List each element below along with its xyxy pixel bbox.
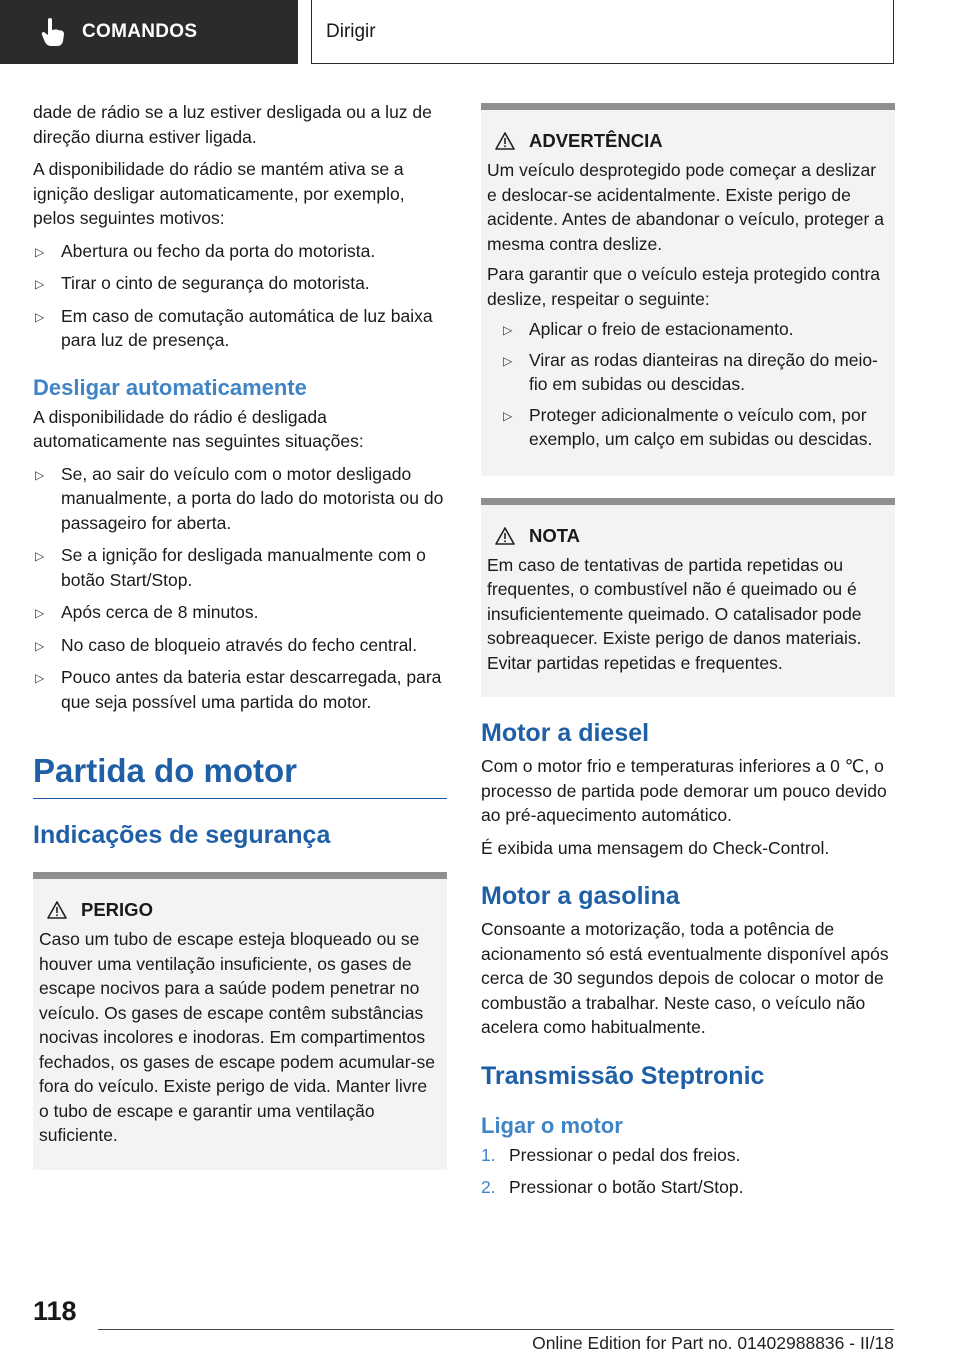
list-item: ▷ Pouco antes da bateria estar descarregada, para que seja possível uma partida do motor. [35,667,442,712]
list-item: ▷ Após cerca de 8 minutos. [33,600,447,625]
list-item: 1. Pressionar o pedal dos freios. [481,1143,895,1168]
header-section [311,0,894,64]
triangle-bullet-icon: ▷ [35,638,45,653]
section-heading-steptronic: Transmissão Steptronic [481,1061,765,1090]
list-item: ▷ No caso de bloqueio através do fecho central. [33,633,447,658]
notice-advertencia [481,103,895,476]
triangle-bullet-icon: ▷ [503,353,513,368]
bullet-list [33,462,447,715]
notice-text: Para garantir que o veículo esteja protegido contra deslize, respeitar o seguinte: [487,264,881,309]
right-column [481,100,895,1208]
list-item: ▷ Em caso de comutação automática de luz baixa para luz de presença. [35,305,433,350]
triangle-bullet-icon: ▷ [35,309,45,324]
notice-perigo [33,872,447,1170]
list-item: ▷ Se, ao sair do veículo com o motor desligado manualmente, a porta do lado do motorista ou do passageiro for aberta. [35,463,444,533]
subheading-ligar: Ligar o motor [481,1112,623,1138]
list-item: ▷ Proteger adicionalmente o veículo com, por exemplo, um calço em subidas ou descidas. [503,404,873,449]
triangle-bullet-icon: ▷ [35,549,45,563]
list-item: ▷ Se a ignição for desligada manualmente com o botão Start/Stop. [35,545,426,590]
notice-text: Em caso de tentativas de partida repetidas ou frequentes, o combustível não é queimado ou é insuficientemente queimado. O catalisador pode sobreaquecer. Existe perigo de danos materiais. Evitar partidas repetidas e frequentes. [487,554,862,673]
section-heading-seguranca: Indicações de segurança [33,821,331,849]
paragraph: A disponibilidade do rádio se mantém ativa se a ignição desligar automaticamente, por exemplo, pelos seguintes motivos: [33,159,405,228]
step-number: 1. [481,1144,496,1165]
section-heading-diesel: Motor a diesel [481,719,650,747]
chapter-title: Partida do motor [33,752,447,799]
numbered-list [481,1143,895,1200]
triangle-bullet-icon: ▷ [503,408,513,423]
section-heading-gasolina: Motor a gasolina [481,882,680,910]
subheading-desligar: Desligar automaticamente [33,374,307,400]
list-item: ▷ Aplicar o freio de estacionamento. [501,317,889,342]
list-item: ▷ Virar as rodas dianteiras na direção do meio-fio em subidas ou descidas. [503,349,878,394]
bullet-list [501,317,889,452]
warning-triangle-icon [495,527,515,545]
paragraph: dade de rádio se a luz estiver desligada ou a luz de direção diurna estiver ligada. [33,102,432,147]
notice-title: ADVERTÊNCIA [529,130,663,151]
footer-edition: Online Edition for Part no. 01402988836 - II/18 [532,1333,894,1353]
notice-title: PERIGO [81,899,153,920]
triangle-bullet-icon: ▷ [35,244,45,259]
header-section-label: Dirigir [326,20,376,42]
list-item: ▷ Abertura ou fecho da porta do motorista. [33,239,447,264]
triangle-bullet-icon: ▷ [35,467,45,482]
footer-divider [98,1329,894,1330]
bullet-list [33,239,447,353]
step-number: 2. [481,1177,496,1197]
paragraph: É exibida uma mensagem do Check-Control. [481,837,830,858]
notice-title: NOTA [529,524,581,546]
warning-triangle-icon [495,132,515,150]
paragraph: A disponibilidade do rádio é desligada automaticamente nas seguintes situações: [33,406,364,451]
notice-nota [481,498,895,698]
triangle-bullet-icon: ▷ [35,277,45,291]
pointing-hand-icon [40,17,66,47]
triangle-bullet-icon: ▷ [35,671,45,685]
warning-triangle-icon [47,901,67,919]
paragraph: Consoante a motorização, toda a potência de acionamento só está eventualmente disponível após cerca de 30 segundos depois de colocar o motor de combustão a trabalhar. Neste caso, o veículo não acelera como habitualmente. [481,919,889,1037]
paragraph: Com o motor frio e temperaturas inferiores a 0 ℃, o processo de partida pode demorar um pouco devido ao pré-aquecimento automático. [481,756,887,825]
header-tab-label: COMANDOS [82,21,198,42]
triangle-bullet-icon: ▷ [35,606,45,620]
notice-text: Caso um tubo de escape esteja bloqueado ou se houver uma ventilação insuficiente, os gases de escape nocivos para a saúde podem penetrar no veículo. Os gases de escape contêm substâncias nocivas incolores e inodoras. Em compartimentos fechados, os gases de escape podem acumular-se fora do veículo. Existe perigo de vida. Manter livre o tubo de escape e garantir uma ventilação suficiente. [39,929,435,1145]
list-item: ▷ Tirar o cinto de segurança do motorista. [33,271,447,296]
page-number: 118 [33,1296,77,1326]
triangle-bullet-icon: ▷ [503,323,513,337]
header-tab [0,0,298,64]
left-column [33,100,447,1180]
list-item: 2. Pressionar o botão Start/Stop. [481,1175,895,1200]
notice-text: Um veículo desprotegido pode começar a deslizar e deslocar-se acidentalmente. Existe perigo de acidente. Antes de abandonar o veículo, proteger a mesma contra deslize. [487,160,884,254]
